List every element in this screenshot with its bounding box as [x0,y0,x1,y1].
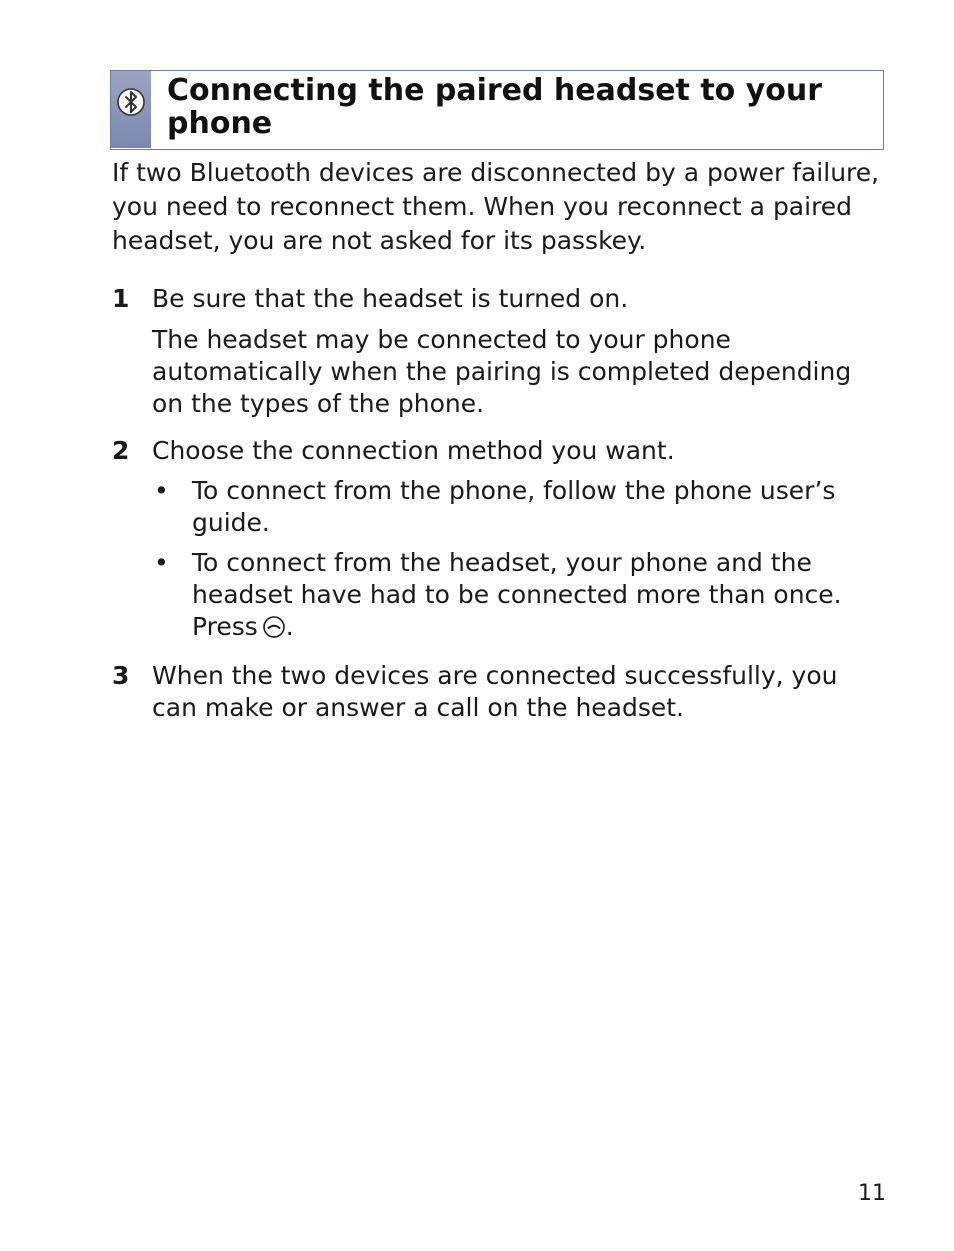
step-number: 2 [112,436,130,465]
page-number: 11 [858,1181,886,1206]
bullet-dot: • [154,548,169,577]
step-number: 1 [112,284,130,313]
end-call-button-icon [262,615,286,639]
bullet-text-before: To connect from the headset, your phone and the headset have had to be connected more than once. Press [192,548,842,641]
bullet-text [192,547,882,643]
header-tab [111,71,151,148]
step-note: The headset may be connected to your phone automatically when the pairing is completed depending on the types of the phone. [152,325,852,418]
step-number: 3 [112,661,130,690]
bullet-text: To connect from the phone, follow the phone user’s guide. [192,476,836,537]
bullet-text-after: . [285,612,294,641]
step-text: Be sure that the headset is turned on. [152,284,629,313]
section-header [110,70,884,150]
page-title: Connecting the paired headset to your phone [167,73,823,141]
step-text: When the two devices are connected successfully, you can make or answer a call on the headset. [152,661,838,722]
bluetooth-icon [116,87,146,117]
bullet-dot: • [154,476,169,505]
step-text: Choose the connection method you want. [152,436,675,465]
intro-paragraph: If two Bluetooth devices are disconnected by a power failure, you need to reconnect them. When you reconnect a paired headset, you are not asked for its passkey. [112,158,880,255]
